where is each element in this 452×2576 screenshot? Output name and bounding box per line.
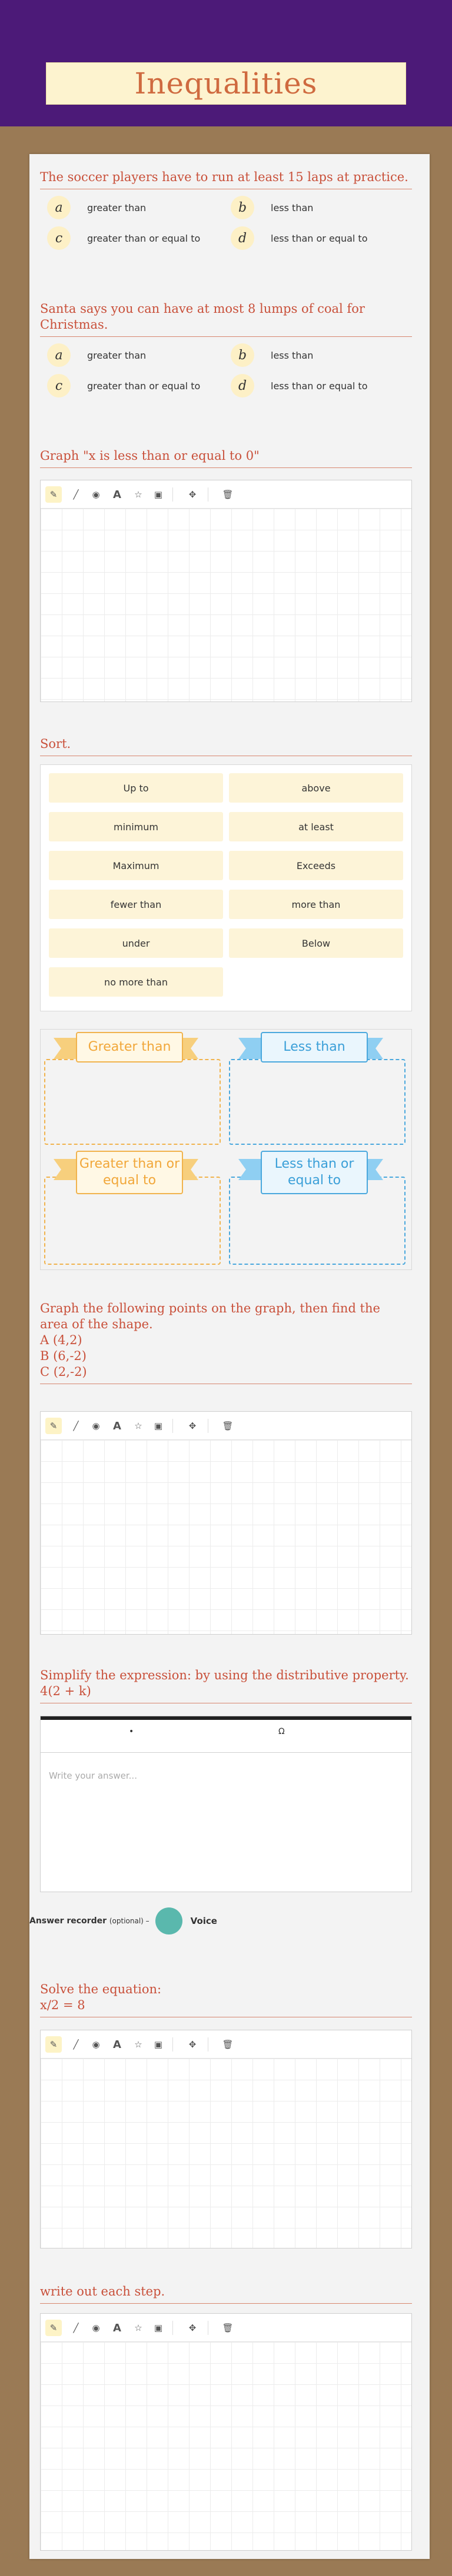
recorder-label: Answer recorder (optional) –: [29, 1916, 149, 1926]
choice-label: less than or equal to: [271, 380, 368, 392]
bin-label: Less than or equal to: [261, 1151, 368, 1194]
trash-icon[interactable]: 🗑: [222, 1421, 234, 1431]
image-icon[interactable]: ▣: [154, 2323, 163, 2333]
question-7: [40, 1982, 412, 2017]
choice-d[interactable]: [231, 373, 367, 398]
question-4: [40, 736, 412, 756]
drawing-toolbar: [41, 480, 411, 509]
pencil-icon[interactable]: ✎: [45, 1418, 62, 1434]
drawing-board[interactable]: [40, 2313, 412, 2551]
toolbar-divider: [172, 2321, 173, 2335]
marker-icon[interactable]: ╱: [73, 1421, 79, 1431]
question-8: [40, 2284, 412, 2304]
choice-letter: c: [47, 226, 71, 250]
marker-icon[interactable]: ╱: [73, 2039, 79, 2050]
voice-record-button[interactable]: [155, 1907, 182, 1934]
prompt-line: 4(2 + k): [40, 1684, 91, 1698]
choice-label: less than or equal to: [271, 232, 368, 244]
question-prompt: [40, 1301, 412, 1384]
canvas-grid[interactable]: [41, 2342, 411, 2550]
choice-b[interactable]: [231, 343, 313, 367]
pencil-icon[interactable]: ✎: [45, 2036, 62, 2053]
prompt-line: Solve the equation:: [40, 1982, 162, 1996]
worksheet: [29, 154, 430, 2559]
drawing-toolbar: [41, 2030, 411, 2059]
sort-tile[interactable]: under: [49, 928, 223, 958]
choice-c[interactable]: [47, 226, 200, 250]
prompt-line: Graph the following points on the graph, then find the area of the shape.: [40, 1301, 380, 1331]
star-icon[interactable]: ☆: [134, 489, 142, 500]
choice-letter: d: [231, 226, 254, 250]
prompt-line: A (4,2): [40, 1333, 82, 1347]
question-prompt: write out each step.: [40, 2284, 412, 2304]
choice-list: [40, 195, 412, 256]
question-1: [40, 169, 412, 256]
question-2: [40, 301, 412, 404]
trash-icon[interactable]: 🗑: [222, 2323, 234, 2333]
choice-letter: b: [231, 343, 254, 367]
pencil-icon[interactable]: ✎: [45, 486, 62, 503]
voice-label: Voice: [190, 1916, 217, 1926]
choice-letter: a: [47, 343, 71, 367]
star-icon[interactable]: ☆: [134, 2323, 142, 2333]
choice-letter: d: [231, 374, 254, 397]
page-title: Inequalities: [134, 66, 318, 101]
trash-icon[interactable]: 🗑: [222, 2039, 234, 2050]
image-icon[interactable]: ▣: [154, 1421, 163, 1431]
choice-label: greater than or equal to: [87, 232, 201, 244]
choice-list: [40, 343, 412, 404]
choice-a[interactable]: [47, 195, 146, 220]
drawing-board[interactable]: [40, 2030, 412, 2248]
toolbar-divider: [172, 2037, 173, 2052]
canvas-grid[interactable]: [41, 2059, 411, 2248]
answer-recorder: [29, 1907, 217, 1934]
answer-input[interactable]: Write your answer...: [49, 1770, 137, 1781]
prompt-line: Simplify the expression: by using the distributive property.: [40, 1668, 409, 1682]
marker-icon[interactable]: ╱: [73, 489, 79, 500]
marker-icon[interactable]: ╱: [73, 2323, 79, 2333]
choice-label: greater than or equal to: [87, 380, 201, 392]
bullet-button[interactable]: •: [129, 1727, 134, 1736]
text-icon[interactable]: A: [113, 1419, 121, 1432]
choice-a[interactable]: [47, 343, 146, 367]
text-toolbar: [41, 1716, 411, 1753]
canvas-grid[interactable]: [41, 1440, 411, 1634]
symbol-button[interactable]: Ω: [278, 1727, 285, 1736]
sort-tile[interactable]: Maximum: [49, 851, 223, 880]
image-icon[interactable]: ▣: [154, 2039, 163, 2050]
choice-c[interactable]: [47, 373, 200, 398]
bin-greater-than[interactable]: [44, 1059, 221, 1145]
image-icon[interactable]: ▣: [154, 489, 163, 500]
toolbar-bar: [41, 1716, 411, 1720]
move-icon[interactable]: ✥: [188, 2323, 197, 2333]
pencil-icon[interactable]: ✎: [45, 2320, 62, 2336]
sort-tile[interactable]: above: [229, 773, 403, 803]
color-wheel-icon[interactable]: ◉: [92, 1421, 100, 1431]
text-icon[interactable]: A: [113, 2038, 121, 2051]
title-banner: [46, 62, 406, 105]
sort-tile[interactable]: Exceeds: [229, 851, 403, 880]
choice-b[interactable]: [231, 195, 313, 220]
bin-label: Less than: [261, 1032, 368, 1063]
toolbar-divider: [172, 1419, 173, 1433]
text-answer-box[interactable]: [40, 1716, 412, 1892]
move-icon[interactable]: ✥: [188, 2039, 197, 2050]
question-prompt: Graph "x is less than or equal to 0": [40, 448, 412, 468]
choice-letter: c: [47, 374, 71, 397]
question-prompt: [40, 1668, 412, 1703]
color-wheel-icon[interactable]: ◉: [92, 489, 100, 500]
question-6: [40, 1668, 412, 1703]
sort-tiles-area: [40, 764, 412, 1011]
choice-label: greater than: [87, 349, 147, 361]
trash-icon[interactable]: 🗑: [222, 489, 234, 500]
question-prompt: [40, 1982, 412, 2017]
sort-tile[interactable]: more than: [229, 890, 403, 919]
question-prompt: Santa says you can have at most 8 lumps of coal for Christmas.: [40, 301, 412, 337]
text-icon[interactable]: A: [113, 488, 121, 501]
question-prompt: Sort.: [40, 736, 412, 756]
sort-tile[interactable]: at least: [229, 812, 403, 841]
drawing-toolbar: [41, 1412, 411, 1440]
star-icon[interactable]: ☆: [134, 2039, 142, 2050]
choice-label: less than: [271, 349, 314, 361]
prompt-line: B (6,-2): [40, 1349, 87, 1363]
canvas-grid[interactable]: [41, 509, 411, 701]
text-icon[interactable]: A: [113, 2321, 121, 2334]
question-prompt: The soccer players have to run at least 15 laps at practice.: [40, 169, 412, 189]
prompt-line: x/2 = 8: [40, 1998, 85, 2012]
bin-label: Greater than or equal to: [76, 1151, 183, 1194]
choice-label: greater than: [87, 202, 147, 213]
bin-less-than[interactable]: [229, 1059, 406, 1145]
sort-tile[interactable]: fewer than: [49, 890, 223, 919]
color-wheel-icon[interactable]: ◉: [92, 2039, 100, 2050]
question-3: [40, 448, 412, 468]
sort-tile[interactable]: Up to: [49, 773, 223, 803]
question-5: [40, 1301, 412, 1384]
sort-tile[interactable]: minimum: [49, 812, 223, 841]
bin-label: Greater than: [76, 1032, 183, 1063]
drawing-board[interactable]: [40, 1411, 412, 1635]
choice-label: less than: [271, 202, 314, 213]
choice-letter: b: [231, 196, 254, 219]
choice-letter: a: [47, 196, 71, 219]
move-icon[interactable]: ✥: [188, 1421, 197, 1431]
choice-d[interactable]: [231, 226, 367, 250]
toolbar-divider: [172, 487, 173, 502]
sort-tile[interactable]: no more than: [49, 967, 223, 997]
star-icon[interactable]: ☆: [134, 1421, 142, 1431]
prompt-line: C (2,-2): [40, 1365, 87, 1379]
drawing-toolbar: [41, 2314, 411, 2342]
color-wheel-icon[interactable]: ◉: [92, 2323, 100, 2333]
drawing-board[interactable]: [40, 480, 412, 702]
sort-tile[interactable]: Below: [229, 928, 403, 958]
sort-bins-area: [40, 1029, 412, 1270]
move-icon[interactable]: ✥: [188, 489, 197, 500]
